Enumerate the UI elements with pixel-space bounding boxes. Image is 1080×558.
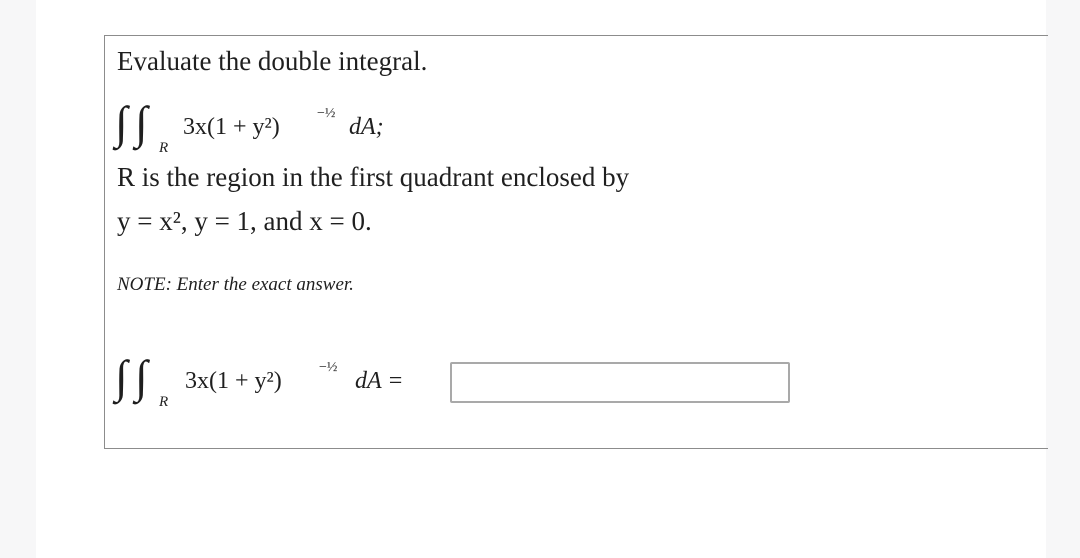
exponent: −½ [317, 106, 336, 121]
differential: dA = [355, 368, 404, 394]
integral-sign: ∫ [115, 351, 128, 402]
integral-sign: ∫ [135, 97, 148, 148]
integrand: 3x(1 + y²) [183, 114, 280, 140]
region-bounds: y = x², y = 1, and x = 0. [117, 206, 372, 236]
differential: dA; [349, 114, 384, 140]
integral-sign: ∫ [135, 351, 148, 402]
exponent: −½ [319, 360, 338, 375]
region-subscript: R [159, 140, 169, 156]
region-description: R is the region in the first quadrant enclosed by [117, 162, 630, 192]
note-text: NOTE: Enter the exact answer. [117, 274, 354, 295]
question-card [104, 35, 1048, 449]
question-intro: Evaluate the double integral. [117, 46, 428, 76]
answer-input[interactable] [450, 362, 790, 403]
page [36, 0, 1046, 558]
integrand: 3x(1 + y²) [185, 368, 282, 394]
integral-sign: ∫ [115, 97, 128, 148]
region-subscript: R [159, 394, 169, 410]
